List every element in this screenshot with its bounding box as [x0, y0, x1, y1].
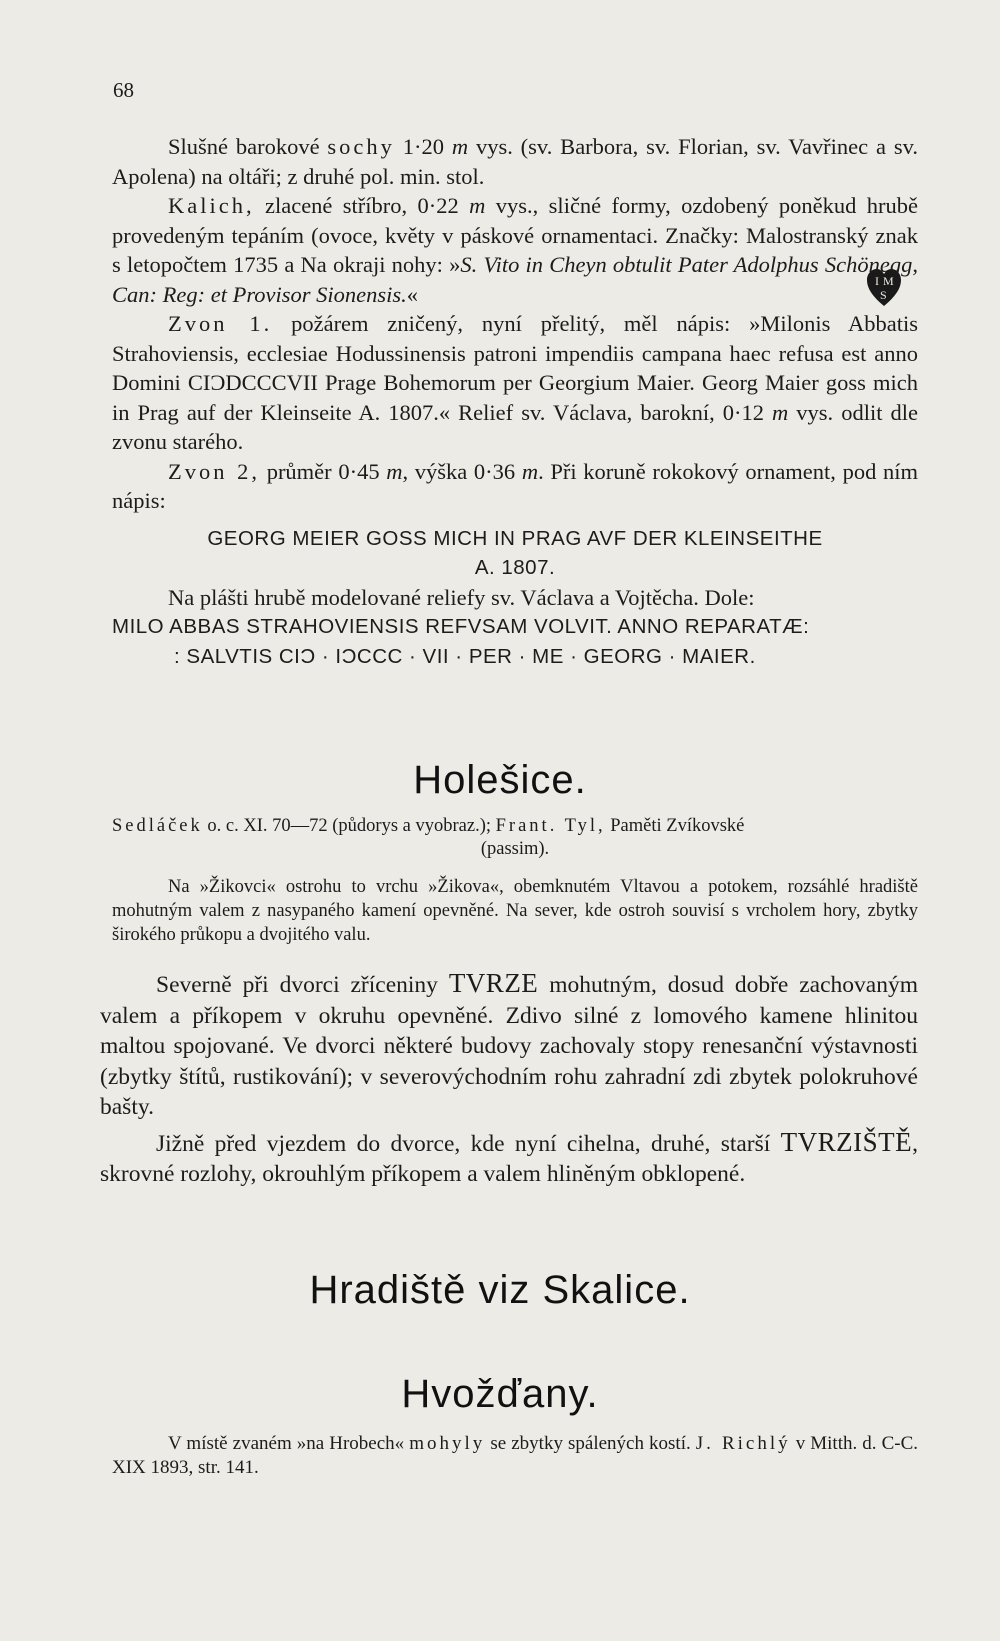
- text-run: . Při koruně rokokový ornament, pod ním nápis:: [112, 458, 918, 513]
- bell-1-paragraph: [112, 309, 918, 457]
- keyword-chalice: Kalich,: [168, 193, 255, 218]
- text-run: se zbytky spálených kostí.: [485, 1433, 696, 1454]
- heading-hradiste: Hradiště viz Skalice.: [309, 1268, 691, 1312]
- text-run: , skrovné rozlohy, okrouhlým příkopem a valem hliněným obklopené.: [100, 1130, 918, 1187]
- svg-text:S: S: [880, 288, 887, 302]
- text-run: vys. (sv. Barbora, sv. Florian, sv. Vavřinec a sv. Apolena) na oltáři; z druhé pol. min. stol.: [112, 134, 918, 189]
- text-run: o. c. XI. 70—72 (půdorys a vyobraz.);: [202, 816, 496, 836]
- fortress-paragraph: [100, 968, 918, 1123]
- tumuli-note: [112, 1432, 918, 1480]
- bell-inscription-line-1: GEORG MEIER GOSS MICH IN PRAG AVF DER KLEINSEITHE: [207, 526, 823, 550]
- text-run: Jižně před vjezdem do dvorce, kde nyní cihelna, druhé, starší: [156, 1130, 781, 1157]
- author-tyl: Frant. Tyl,: [495, 816, 606, 836]
- author-richly: J. Richlý: [695, 1433, 791, 1454]
- text-run: Na okraji nohy: »: [300, 252, 461, 277]
- bell-inscription-line-4: : SALVTIS CIƆ · IƆCCC · VII · PER · ME · GEORG · MAIER.: [174, 644, 756, 668]
- hvozdany-note: [112, 1432, 918, 1480]
- unit-meter: m: [521, 458, 539, 484]
- text-run: Severně při dvorci zříceniny: [156, 972, 449, 998]
- text-run: vys., sličné formy, ozdobený poněkud hrubě provedeným tepáním (ovoce, květy v páskové ornamentaci. Značky: Malostranský znak s letopočtem 1735 a: [112, 193, 919, 277]
- page-number: 68: [113, 78, 134, 102]
- text-run: 1·20: [394, 134, 452, 159]
- svg-text:M: M: [883, 274, 894, 288]
- church-inventory-section: [112, 132, 918, 671]
- reference-line: [112, 815, 918, 838]
- text-run: průměr 0·45: [260, 458, 387, 484]
- text-run: V místě zvaném »na Hrobech«: [168, 1433, 410, 1454]
- text-run: požárem zničený, nyní přelitý, měl nápis: »Milonis Abbatis Strahoviensis, ecclesiae Hodussinensis patroni impendiis campana haec refusa est anno Domini CIƆDCCCVII Prage Bohemorum per Georgium Maier. Georg Maier goss mich in Prag auf der Kleinseite A. 1807.« Relief sv. Václava, barokní, 0·12: [112, 311, 918, 425]
- hallmark-ims-heart-icon: [866, 268, 902, 308]
- unit-meter: m: [772, 399, 789, 425]
- reliefs-paragraph: Na plášti hrubě modelované reliefy sv. Václava a Vojtěcha. Dole:: [168, 584, 755, 610]
- text-run: mohutným, dosud dobře zachovaným valem a příkopem v okruhu opevněné. Zdivo silné z lomového kamene hlinitou maltou spojované. Ve dvorci některé budovy zachovaly stopy renesanční výstavnosti (zbytky štítů, rustikování); v severovýchodním rohu zahradní zdi zbytek polokruhové bašty.: [100, 972, 918, 1120]
- keyword-bell-1: Zvon 1.: [168, 311, 273, 336]
- text-run: Paměti Zvíkovské: [605, 816, 745, 836]
- holesice-body: [100, 968, 918, 1190]
- fortress-site-paragraph: [100, 1127, 918, 1190]
- author-sedlacek: Sedláček: [112, 816, 203, 836]
- keyword-tvrze: TVRZE: [448, 968, 539, 998]
- heading-holesice: Holešice.: [413, 758, 587, 802]
- unit-meter: m: [451, 134, 469, 159]
- hillfort-note-text: Na »Žikovci« ostrohu to vrchu »Žikova«, obemknutém Vltavou a potokem, rozsáhlé hradiště mohutným valem z nasypaného kamení opevněné. Na sever, kde ostroh souvisí s vrcholem hory, zbytky širokého průkopu a dvojitého valu.: [112, 877, 918, 945]
- unit-meter: m: [386, 458, 403, 484]
- keyword-tvrziste: TVRZIŠTĚ: [780, 1126, 913, 1157]
- heading-hvozdany: Hvožďany.: [401, 1372, 599, 1416]
- bell-inscription-line-3: MILO ABBAS STRAHOVIENSIS REFVSAM VOLVIT. ANNO REPARATÆ:: [112, 615, 810, 638]
- keyword-bell-2: Zvon 2,: [168, 458, 261, 484]
- statues-paragraph: [112, 132, 918, 191]
- text-run: vys. odlit dle zvonu starého.: [112, 399, 918, 454]
- text-run: , výška 0·36: [402, 458, 522, 484]
- holesice-reference: [112, 815, 918, 861]
- bell-2-paragraph: [112, 457, 918, 516]
- reference-passim: (passim).: [480, 839, 550, 859]
- text-run: «: [406, 281, 419, 307]
- text-run: v Mitth. d. C-C. XIX 1893, str. 141.: [112, 1433, 919, 1478]
- unit-meter: m: [469, 193, 486, 218]
- chalice-inscription: S. Vito in Cheyn obtulit Pater Adolphus Schönegg, Can: Reg: et Provisor Sionensis.: [112, 252, 918, 307]
- bell-inscription-line-2: A. 1807.: [474, 556, 556, 579]
- keyword-statues: sochy: [327, 134, 395, 159]
- holesice-hillfort-note: [112, 875, 918, 947]
- keyword-mohyly: mohyly: [409, 1433, 486, 1454]
- text-run: zlacené stříbro, 0·22: [254, 193, 470, 218]
- svg-text:I: I: [875, 274, 879, 288]
- chalice-paragraph: [112, 191, 918, 309]
- text-run: Slušné barokové: [168, 134, 328, 159]
